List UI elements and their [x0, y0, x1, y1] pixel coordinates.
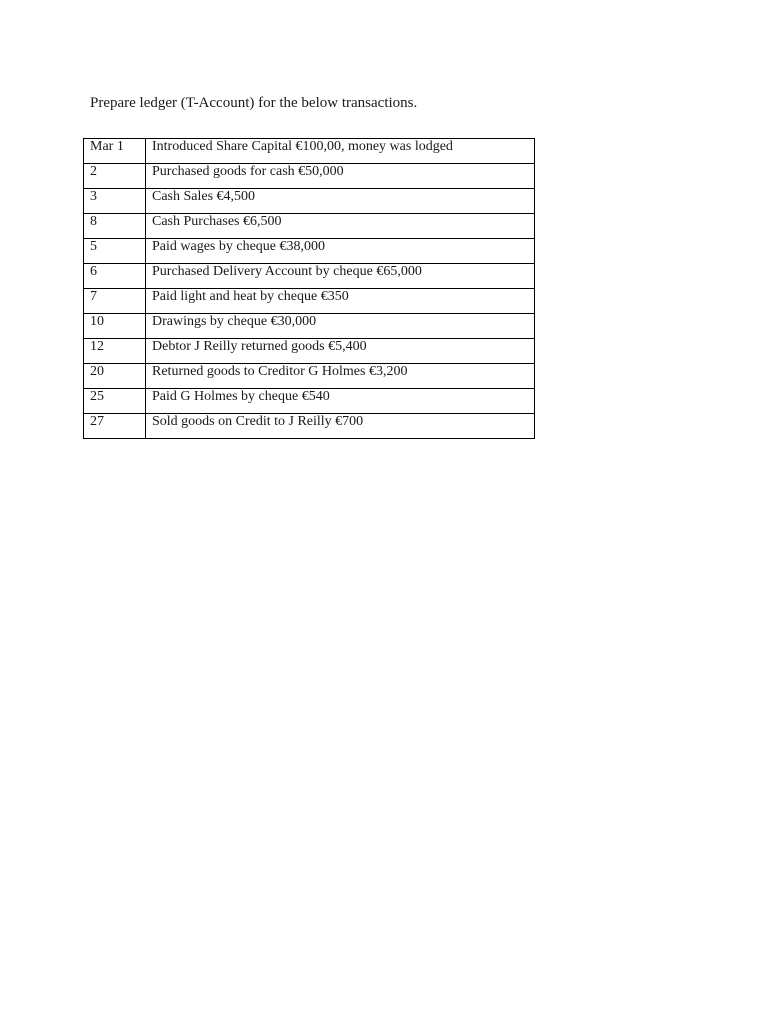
table-row [84, 289, 535, 314]
table-row [84, 239, 535, 264]
transactions-table-body [84, 139, 535, 439]
date-cell: 6 [84, 264, 146, 289]
table-row [84, 364, 535, 389]
description-cell: Purchased Delivery Account by cheque €65,000 [146, 264, 535, 289]
description-cell: Paid G Holmes by cheque €540 [146, 389, 535, 414]
table-row [84, 414, 535, 439]
description-cell: Sold goods on Credit to J Reilly €700 [146, 414, 535, 439]
date-cell: 27 [84, 414, 146, 439]
date-cell: Mar 1 [84, 139, 146, 164]
date-cell: 8 [84, 214, 146, 239]
table-row [84, 314, 535, 339]
date-cell: 7 [84, 289, 146, 314]
description-cell: Paid wages by cheque €38,000 [146, 239, 535, 264]
instruction-text: Prepare ledger (T-Account) for the below transactions. [90, 95, 418, 111]
date-cell: 25 [84, 389, 146, 414]
description-cell: Cash Purchases €6,500 [146, 214, 535, 239]
table-row [84, 189, 535, 214]
table-row [84, 339, 535, 364]
description-cell: Debtor J Reilly returned goods €5,400 [146, 339, 535, 364]
transactions-table [83, 138, 535, 439]
date-cell: 5 [84, 239, 146, 264]
date-cell: 10 [84, 314, 146, 339]
description-cell: Drawings by cheque €30,000 [146, 314, 535, 339]
date-cell: 12 [84, 339, 146, 364]
description-cell: Introduced Share Capital €100,00, money was lodged [146, 139, 535, 164]
table-row [84, 264, 535, 289]
description-cell: Returned goods to Creditor G Holmes €3,200 [146, 364, 535, 389]
table-row [84, 139, 535, 164]
date-cell: 3 [84, 189, 146, 214]
description-cell: Paid light and heat by cheque €350 [146, 289, 535, 314]
table-row [84, 389, 535, 414]
table-row [84, 164, 535, 189]
description-cell: Purchased goods for cash €50,000 [146, 164, 535, 189]
date-cell: 20 [84, 364, 146, 389]
description-cell: Cash Sales €4,500 [146, 189, 535, 214]
table-row [84, 214, 535, 239]
date-cell: 2 [84, 164, 146, 189]
